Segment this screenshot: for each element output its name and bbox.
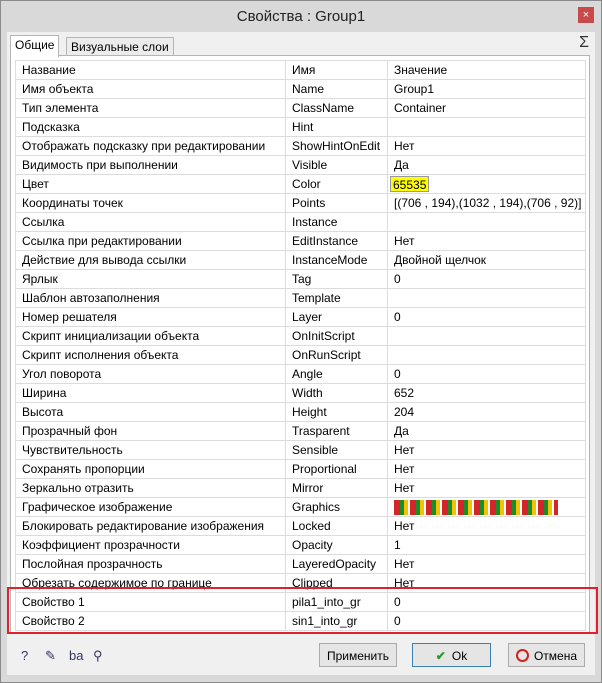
property-id-cell: Proportional bbox=[286, 460, 388, 479]
property-id-cell: Opacity bbox=[286, 536, 388, 555]
property-name-cell: Прозрачный фон bbox=[16, 422, 286, 441]
column-header-id[interactable]: Имя bbox=[286, 61, 388, 80]
table-row[interactable] bbox=[16, 346, 586, 365]
property-value-cell[interactable]: Нет bbox=[388, 460, 586, 479]
property-name-cell: Действие для вывода ссылки bbox=[16, 251, 286, 270]
dialog-client bbox=[7, 32, 595, 675]
table-row[interactable] bbox=[16, 118, 586, 137]
property-value-cell[interactable] bbox=[388, 118, 586, 137]
title-bar[interactable] bbox=[1, 1, 601, 32]
edit-icon[interactable]: ✎ bbox=[45, 648, 56, 663]
property-value-cell[interactable] bbox=[388, 175, 586, 194]
property-name-cell: Блокировать редактирование изображения bbox=[16, 517, 286, 536]
property-name-cell: Цвет bbox=[16, 175, 286, 194]
property-value-cell[interactable]: Нет bbox=[388, 137, 586, 156]
property-id-cell: Template bbox=[286, 289, 388, 308]
table-row[interactable] bbox=[16, 479, 586, 498]
property-value-cell[interactable]: Group1 bbox=[388, 80, 586, 99]
close-button[interactable]: × bbox=[578, 7, 594, 23]
property-id-cell: Trasparent bbox=[286, 422, 388, 441]
property-id-cell: OnRunScript bbox=[286, 346, 388, 365]
table-row[interactable] bbox=[16, 137, 586, 156]
table-row[interactable] bbox=[16, 80, 586, 99]
property-value-cell[interactable]: 0 bbox=[388, 270, 586, 289]
property-name-cell: Ширина bbox=[16, 384, 286, 403]
property-value-cell[interactable]: Нет bbox=[388, 441, 586, 460]
table-row[interactable] bbox=[16, 536, 586, 555]
property-id-cell: InstanceMode bbox=[286, 251, 388, 270]
property-value-cell[interactable]: Да bbox=[388, 156, 586, 175]
property-name-cell: Чувствительность bbox=[16, 441, 286, 460]
table-row[interactable] bbox=[16, 308, 586, 327]
property-name-cell: Номер решателя bbox=[16, 308, 286, 327]
property-value-cell[interactable]: [(706 , 194),(1032 , 194),(706 , 92)] bbox=[388, 194, 586, 213]
property-value-cell[interactable]: 0 bbox=[388, 593, 586, 612]
property-grid bbox=[10, 55, 590, 633]
window-title: Свойства : Group1 bbox=[236, 8, 366, 25]
property-name-cell: Отображать подсказку при редактировании bbox=[16, 137, 286, 156]
property-name-cell: Ссылка bbox=[16, 213, 286, 232]
tab-general[interactable]: Общие bbox=[10, 35, 59, 57]
property-name-cell: Тип элемента bbox=[16, 99, 286, 118]
table-row[interactable] bbox=[16, 213, 586, 232]
property-value-cell[interactable]: 0 bbox=[388, 612, 586, 631]
property-id-cell: Color bbox=[286, 175, 388, 194]
property-name-cell: Коэффициент прозрачности bbox=[16, 536, 286, 555]
column-header-name[interactable]: Название bbox=[16, 61, 286, 80]
search-icon[interactable]: ⚲ bbox=[93, 648, 103, 663]
property-name-cell: Ярлык bbox=[16, 270, 286, 289]
table-row[interactable] bbox=[16, 270, 586, 289]
ok-label: Ok bbox=[451, 649, 468, 663]
column-header-value[interactable]: Значение bbox=[388, 61, 586, 80]
cancel-label: Отмена bbox=[533, 649, 578, 663]
property-id-cell: EditInstance bbox=[286, 232, 388, 251]
property-value-cell[interactable]: 1 bbox=[388, 536, 586, 555]
property-name-cell: Высота bbox=[16, 403, 286, 422]
property-id-cell: ShowHintOnEdit bbox=[286, 137, 388, 156]
property-id-cell: sin1_into_gr bbox=[286, 612, 388, 631]
property-id-cell: Clipped bbox=[286, 574, 388, 593]
property-value-cell[interactable]: Container bbox=[388, 99, 586, 118]
table-row[interactable] bbox=[16, 498, 586, 517]
property-value-cell[interactable]: 0 bbox=[388, 308, 586, 327]
property-value-cell[interactable]: 652 bbox=[388, 384, 586, 403]
table-row[interactable] bbox=[16, 517, 586, 536]
property-value-cell[interactable] bbox=[388, 289, 586, 308]
property-table bbox=[15, 60, 586, 631]
property-value-cell[interactable] bbox=[388, 498, 586, 517]
cancel-button[interactable] bbox=[508, 643, 585, 667]
property-id-cell: Angle bbox=[286, 365, 388, 384]
property-value-cell[interactable]: 0 bbox=[388, 365, 586, 384]
property-id-cell: Visible bbox=[286, 156, 388, 175]
ok-button[interactable] bbox=[412, 643, 491, 667]
property-name-cell: Обрезать содержимое по границе bbox=[16, 574, 286, 593]
property-id-cell: Hint bbox=[286, 118, 388, 137]
property-id-cell: Sensible bbox=[286, 441, 388, 460]
table-header bbox=[16, 61, 586, 80]
table-row[interactable] bbox=[16, 156, 586, 175]
property-id-cell: Points bbox=[286, 194, 388, 213]
table-row[interactable] bbox=[16, 460, 586, 479]
property-value-cell[interactable]: Нет bbox=[388, 517, 586, 536]
property-name-cell: Шаблон автозаполнения bbox=[16, 289, 286, 308]
property-id-cell: LayeredOpacity bbox=[286, 555, 388, 574]
cancel-icon bbox=[516, 649, 529, 662]
property-id-cell: Height bbox=[286, 403, 388, 422]
property-name-cell: Скрипт инициализации объекта bbox=[16, 327, 286, 346]
property-name-cell: Координаты точек bbox=[16, 194, 286, 213]
sigma-icon[interactable]: Σ bbox=[579, 34, 589, 51]
property-id-cell: Tag bbox=[286, 270, 388, 289]
table-row[interactable] bbox=[16, 555, 586, 574]
property-id-cell: ClassName bbox=[286, 99, 388, 118]
highlight-outline bbox=[7, 587, 598, 634]
table-row[interactable] bbox=[16, 441, 586, 460]
table-row[interactable] bbox=[16, 384, 586, 403]
property-name-cell: Видимость при выполнении bbox=[16, 156, 286, 175]
property-id-cell: Instance bbox=[286, 213, 388, 232]
table-row[interactable] bbox=[16, 251, 586, 270]
table-row[interactable] bbox=[16, 194, 586, 213]
property-name-cell: Послойная прозрачность bbox=[16, 555, 286, 574]
property-id-cell: Locked bbox=[286, 517, 388, 536]
property-value-cell[interactable]: Нет bbox=[388, 479, 586, 498]
property-name-cell: Сохранять пропорции bbox=[16, 460, 286, 479]
property-name-cell: Ссылка при редактировании bbox=[16, 232, 286, 251]
property-value-cell[interactable]: 204 bbox=[388, 403, 586, 422]
apply-button[interactable]: Применить bbox=[319, 643, 397, 667]
property-name-cell: Подсказка bbox=[16, 118, 286, 137]
table-row[interactable] bbox=[16, 289, 586, 308]
property-value-cell[interactable]: Нет bbox=[388, 574, 586, 593]
property-name-cell: Графическое изображение bbox=[16, 498, 286, 517]
table-row[interactable] bbox=[16, 422, 586, 441]
table-row[interactable] bbox=[16, 175, 586, 194]
graphics-preview-image[interactable] bbox=[394, 500, 558, 515]
property-id-cell: pila1_into_gr bbox=[286, 593, 388, 612]
property-name-cell: Зеркально отразить bbox=[16, 479, 286, 498]
property-id-cell: Graphics bbox=[286, 498, 388, 517]
dialog-footer bbox=[7, 640, 595, 670]
property-value-cell[interactable]: Да bbox=[388, 422, 586, 441]
property-id-cell: Layer bbox=[286, 308, 388, 327]
table-row[interactable] bbox=[16, 365, 586, 384]
property-value-cell[interactable]: Нет bbox=[388, 555, 586, 574]
property-id-cell: Width bbox=[286, 384, 388, 403]
color-value-swatch[interactable]: 65535 bbox=[390, 176, 429, 192]
property-name-cell: Имя объекта bbox=[16, 80, 286, 99]
check-icon: ✔ bbox=[435, 649, 446, 663]
table-row[interactable] bbox=[16, 403, 586, 422]
property-value-cell[interactable] bbox=[388, 213, 586, 232]
property-id-cell: OnInitScript bbox=[286, 327, 388, 346]
property-name-cell: Свойство 2 bbox=[16, 612, 286, 631]
table-row[interactable] bbox=[16, 327, 586, 346]
help-icon[interactable]: ? bbox=[21, 648, 29, 663]
table-row[interactable] bbox=[16, 232, 586, 251]
text-icon[interactable]: ba bbox=[69, 648, 84, 663]
property-value-cell[interactable] bbox=[388, 346, 586, 365]
property-value-cell[interactable]: Нет bbox=[388, 232, 586, 251]
property-id-cell: Mirror bbox=[286, 479, 388, 498]
table-row[interactable] bbox=[16, 99, 586, 118]
property-id-cell: Name bbox=[286, 80, 388, 99]
tab-visual-layers[interactable]: Визуальные слои bbox=[66, 37, 174, 56]
property-name-cell: Свойство 1 bbox=[16, 593, 286, 612]
property-name-cell: Скрипт исполнения объекта bbox=[16, 346, 286, 365]
property-value-cell[interactable]: Двойной щелчок bbox=[388, 251, 586, 270]
property-value-cell[interactable] bbox=[388, 327, 586, 346]
property-name-cell: Угол поворота bbox=[16, 365, 286, 384]
